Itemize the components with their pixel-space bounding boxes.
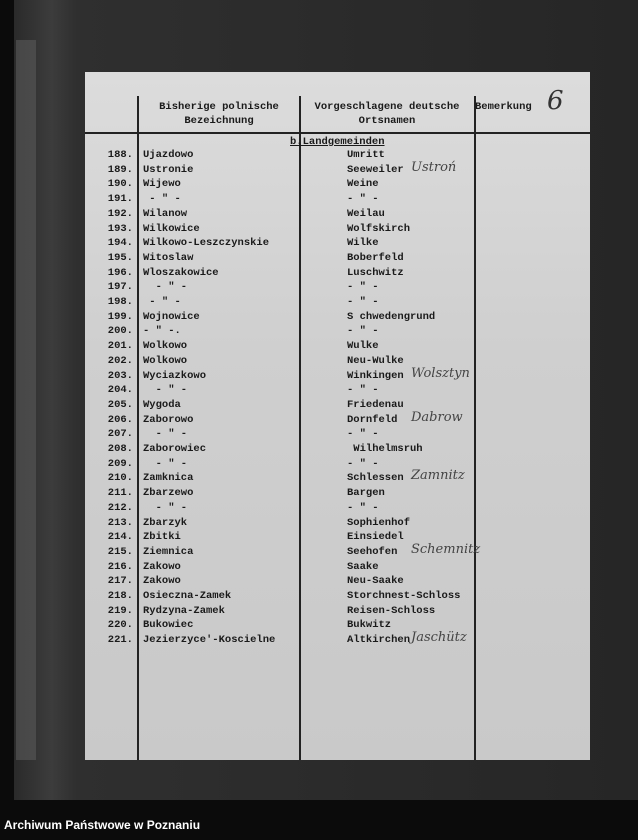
polish-name: - " - [143,193,181,206]
polish-name: Zamknica [143,472,194,485]
table-row [85,281,590,296]
table-row [85,517,590,532]
german-name: Schlessen [347,472,404,485]
german-name: Seeweiler [347,163,404,176]
entry-number: 200. [107,325,133,338]
table-row [85,149,590,164]
german-name: - " - [347,384,379,397]
table-row [85,237,590,252]
polish-name: - " - [143,501,188,514]
polish-name: - " - [143,296,181,308]
polish-name: Zbarzewo [143,487,194,500]
entry-number: 199. [107,310,133,323]
handwritten-note: Wolsztyn [411,365,470,381]
german-name: Wulke [347,340,379,353]
section-title: b.Landgemeinden [290,136,385,148]
table-row [85,193,590,208]
entry-number: 212. [107,501,133,514]
header-german-line1: Vorgeschlagene deutsche [314,101,460,113]
entry-number: 205. [107,398,133,411]
polish-name: - " - [143,428,188,441]
entry-number: 198. [107,296,133,308]
document-page [85,72,590,760]
german-name: - " - [347,193,379,206]
polish-name: Witoslaw [143,251,194,264]
entry-number: 209. [107,457,133,470]
table-row [85,458,590,473]
polish-name: Wilanow [143,207,188,220]
table-row [85,311,590,326]
table-row [85,399,590,414]
table-row [85,630,590,649]
polish-name: Zakowo [143,575,181,588]
table-row [85,468,590,487]
polish-name: - " - [143,457,188,470]
entry-number: 188. [107,149,133,161]
entry-number: 203. [107,369,133,382]
handwritten-note: Schemnitz [411,541,481,557]
polish-name: Wygoda [143,398,181,411]
entry-number: 191. [107,193,133,206]
header-german [301,100,473,128]
entry-number: 211. [107,487,133,500]
table-row [85,208,590,223]
table-row [85,619,590,634]
polish-name: Ziemnica [143,545,194,558]
german-name: Bargen [347,487,385,500]
german-name: Bukwitz [347,619,392,632]
german-name: Sophienhof [347,516,411,529]
entry-number: 221. [107,634,133,647]
polish-name: Wilkowo-Leszczynskie [143,237,270,250]
table-row [85,531,590,546]
polish-name: Ustronie [143,163,194,176]
german-name: - " - [347,325,379,338]
polish-name: - " - [143,281,188,294]
header-polish [141,100,297,128]
german-name: Storchnest-Schloss [347,590,461,602]
entry-number: 213. [107,516,133,529]
table-row [85,443,590,458]
german-name: Neu-Wulke [347,354,404,367]
entry-number: 204. [107,384,133,397]
entry-number: 201. [107,340,133,353]
polish-name: Wyciazkowo [143,369,207,382]
entry-number: 217. [107,575,133,588]
german-name: - " - [347,281,379,294]
entry-number: 196. [107,266,133,279]
polish-name: Wloszakowice [143,266,219,279]
polish-name: Wolkowo [143,340,188,353]
entry-number: 207. [107,428,133,441]
table-row [85,355,590,370]
entry-number: 194. [107,237,133,250]
polish-name: - " - [143,384,188,397]
entry-number: 202. [107,354,133,367]
table-row [85,409,590,429]
german-name: Wolfskirch [347,222,411,235]
german-name: Umritt [347,149,385,161]
entry-number: 218. [107,590,133,602]
polish-name: Wolkowo [143,354,188,367]
polish-name: Rydzyna-Zamek [143,604,225,617]
header-polish-line1: Bisherige polnische [159,101,279,113]
table-row [85,340,590,355]
german-name: - " - [347,428,379,441]
german-name: Weine [347,178,379,191]
table-row [85,296,590,311]
table-row [85,159,590,179]
german-name: - " - [347,501,379,514]
german-name: Weilau [347,207,385,220]
german-name: Dornfeld [347,413,398,426]
table-row [85,384,590,399]
scan-edge [16,40,36,760]
polish-name: Jezierzyce'-Koscielne [143,634,276,647]
german-name: Wilke [347,237,379,250]
german-name: Altkirchen [347,634,411,647]
german-name: Saake [347,560,379,573]
polish-name: Ujazdowo [143,149,194,161]
table-row [85,590,590,605]
german-name: Reisen-Schloss [347,604,436,617]
archive-footer: Archiwum Państwowe w Poznaniu [4,818,201,832]
table-row [85,541,590,561]
polish-name: Osieczna-Zamek [143,590,232,602]
table-row [85,365,590,385]
table-row [85,267,590,282]
polish-name: Zbarzyk [143,516,188,529]
handwritten-note: Ustroń [411,159,457,175]
german-name: Boberfeld [347,251,404,264]
table-row [85,605,590,620]
german-name: Einsiedel [347,531,404,544]
entry-number: 215. [107,545,133,558]
polish-name: - " -. [143,325,181,338]
german-name: Wilhelmsruh [347,443,423,455]
handwritten-note: Jaschütz [411,630,467,646]
german-name: S chwedengrund [347,310,436,323]
polish-name: Zakowo [143,560,181,573]
german-name: Luschwitz [347,266,404,279]
polish-name: Zaborowo [143,413,194,426]
table-row [85,575,590,590]
page-number: 6 [547,86,564,116]
entry-number: 197. [107,281,133,294]
table-row [85,487,590,502]
polish-name: Wojnowice [143,310,200,323]
entry-number: 220. [107,619,133,632]
header-remark: Bemerkung [475,101,532,113]
entry-number: 219. [107,604,133,617]
entry-number: 216. [107,560,133,573]
handwritten-note: Dabrow [411,409,463,425]
header-german-line2: Ortsnamen [358,115,416,127]
entry-number: 206. [107,413,133,426]
header-rule [85,132,590,134]
entry-number: 189. [107,163,133,176]
polish-name: Zbitki [143,531,181,544]
polish-name: Zaborowiec [143,443,207,455]
entry-number: 208. [107,443,133,455]
table-row [85,252,590,267]
german-name: - " - [347,457,379,470]
entry-number: 192. [107,207,133,220]
table-row [85,428,590,443]
entry-number: 190. [107,178,133,191]
german-name: Winkingen [347,369,404,382]
polish-name: Wijewo [143,178,181,191]
german-name: - " - [347,296,379,308]
entry-number: 195. [107,251,133,264]
table-row [85,325,590,340]
entry-number: 193. [107,222,133,235]
entry-number: 210. [107,472,133,485]
header-polish-line2: Bezeichnung [184,115,254,127]
table-row [85,223,590,238]
table-row [85,502,590,517]
table-row [85,561,590,576]
entry-number: 214. [107,531,133,544]
table-row [85,178,590,193]
polish-name: Bukowiec [143,619,194,632]
german-name: Neu-Saake [347,575,404,588]
polish-name: Wilkowice [143,222,200,235]
german-name: Friedenau [347,398,404,411]
german-name: Seehofen [347,545,398,558]
handwritten-note: Zamnitz [411,468,465,484]
